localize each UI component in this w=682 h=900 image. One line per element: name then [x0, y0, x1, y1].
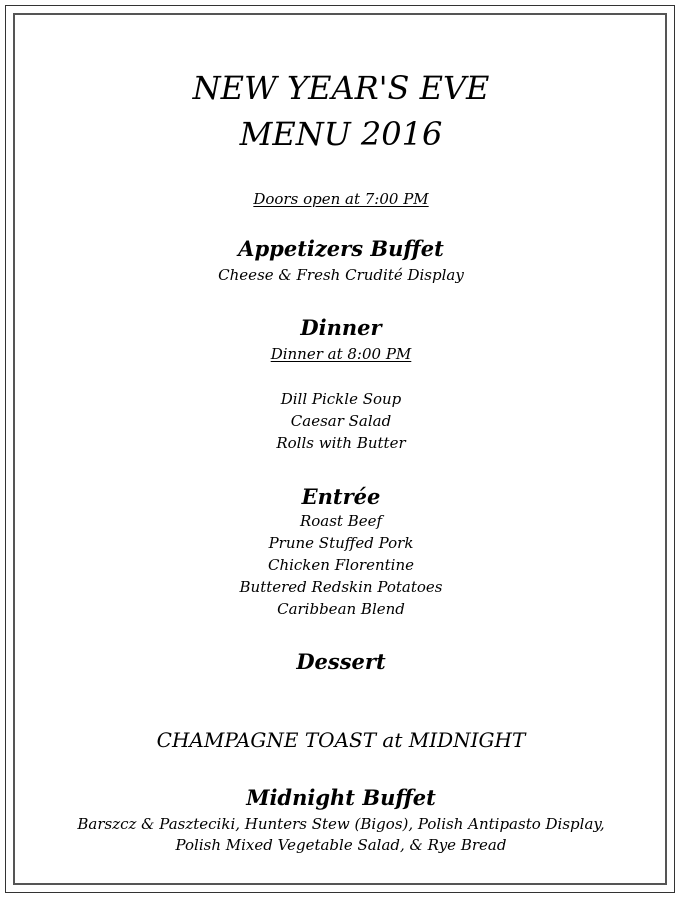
entree-heading: Entrée	[301, 484, 381, 509]
menu-title-line-2: MENU 2016	[239, 115, 443, 153]
appetizer-item: Cheese & Fresh Crudité Display	[218, 266, 464, 284]
entree-item: Caribbean Blend	[277, 600, 405, 618]
doors-open-time: Doors open at 7:00 PM	[253, 190, 429, 208]
dinner-item: Caesar Salad	[290, 412, 392, 430]
entree-item: Chicken Florentine	[267, 556, 415, 574]
dinner-item: Rolls with Butter	[276, 434, 406, 452]
champagne-toast: CHAMPAGNE TOAST at MIDNIGHT	[156, 728, 526, 752]
dinner-time: Dinner at 8:00 PM	[270, 345, 412, 363]
entree-item: Roast Beef	[299, 512, 383, 530]
appetizers-heading: Appetizers Buffet	[238, 236, 444, 261]
entree-item: Buttered Redskin Potatoes	[239, 578, 443, 596]
dessert-heading: Dessert	[296, 649, 386, 674]
midnight-buffet-line: Barszcz & Paszteciki, Hunters Stew (Bigos), Polish Antipasto Display,	[77, 815, 605, 833]
entree-item: Prune Stuffed Pork	[268, 534, 414, 552]
midnight-buffet-line: Polish Mixed Vegetable Salad, & Rye Bread	[175, 836, 507, 854]
dinner-item: Dill Pickle Soup	[280, 390, 402, 408]
menu-title-line-1: NEW YEAR'S EVE	[192, 69, 490, 107]
dinner-heading: Dinner	[300, 315, 382, 340]
midnight-buffet-heading: Midnight Buffet	[246, 785, 436, 810]
